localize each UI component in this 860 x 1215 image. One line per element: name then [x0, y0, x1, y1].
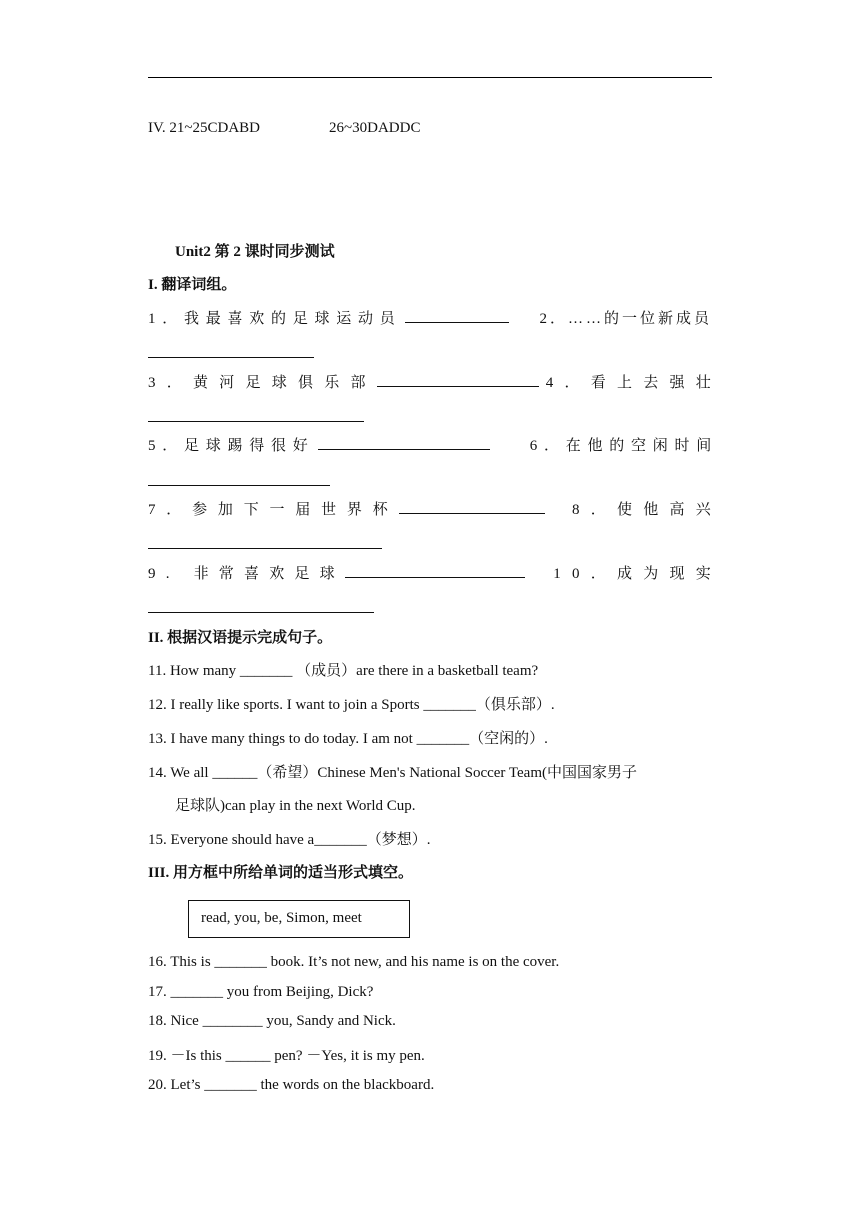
answer-line-8[interactable]	[148, 548, 382, 549]
sentence-14: 14. We all ______（希望）Chinese Men's National Soccer Team(中国国家男子	[148, 765, 637, 781]
phrase-4: 4．看上去强壮	[545, 375, 722, 391]
sentence-18: 18. Nice ________ you, Sandy and Nick.	[148, 1013, 396, 1029]
translate-row-5	[148, 562, 722, 583]
translate-row-3	[148, 434, 718, 455]
page-title: Unit2 第 2 课时同步测试	[175, 244, 335, 260]
phrase-3: 3．黄河足球俱乐部	[148, 375, 377, 391]
answer-part-2: 26~30DADDC	[329, 120, 421, 136]
word-box	[188, 900, 410, 938]
phrase-7: 7．参加下一届世界杯	[148, 502, 399, 518]
section-2-heading: II. 根据汉语提示完成句子。	[148, 630, 333, 646]
sentence-15: 15. Everyone should have a_______（梦想）.	[148, 832, 431, 848]
answer-blank[interactable]	[345, 563, 525, 578]
sentence-20: 20. Let’s _______ the words on the blackboard.	[148, 1077, 435, 1093]
sentence-14-continued: 足球队)can play in the next World Cup.	[175, 798, 416, 814]
sentence-19: 19. －Is this ______ pen? －Yes, it is my pen.	[148, 1048, 425, 1064]
phrase-1: 1．我最喜欢的足球运动员	[148, 311, 402, 327]
section-3-heading: III. 用方框中所给单词的适当形式填空。	[148, 865, 414, 881]
header-rule	[148, 77, 712, 78]
sentence-17: 17. _______ you from Beijing, Dick?	[148, 984, 374, 1000]
answer-blank[interactable]	[318, 435, 490, 450]
translate-row-4	[148, 498, 722, 519]
sentence-12: 12. I really like sports. I want to join a Sports _______（俱乐部）.	[148, 697, 555, 713]
word-box-text: read, you, be, Simon, meet	[201, 910, 362, 926]
phrase-5: 5．足球踢得很好	[148, 438, 315, 454]
phrase-10: 10．成为现实	[553, 566, 722, 582]
answer-line-2[interactable]	[148, 357, 314, 358]
answer-line-10[interactable]	[148, 612, 374, 613]
phrase-2: 2．……的一位新成员	[539, 311, 712, 327]
sentence-11: 11. How many _______ （成员）are there in a basketball team?	[148, 663, 539, 679]
section-1-heading: I. 翻译词组。	[148, 277, 237, 293]
phrase-8: 8．使他高兴	[571, 502, 722, 518]
answer-part-1: IV. 21~25CDABD	[148, 120, 261, 136]
phrase-6: 6．在他的空闲时间	[529, 438, 718, 454]
translate-row-2	[148, 371, 722, 392]
answer-line	[148, 120, 421, 137]
phrase-9: 9. 非常喜欢足球	[148, 566, 345, 582]
sentence-13: 13. I have many things to do today. I am not _______（空闲的）.	[148, 731, 548, 747]
answer-blank[interactable]	[399, 499, 545, 514]
sentence-16: 16. This is _______ book. It’s not new, and his name is on the cover.	[148, 954, 560, 970]
answer-line-6[interactable]	[148, 485, 330, 486]
answer-blank[interactable]	[405, 308, 509, 323]
answer-blank[interactable]	[377, 372, 539, 387]
answer-line-4[interactable]	[148, 421, 364, 422]
translate-row-1	[148, 307, 712, 328]
